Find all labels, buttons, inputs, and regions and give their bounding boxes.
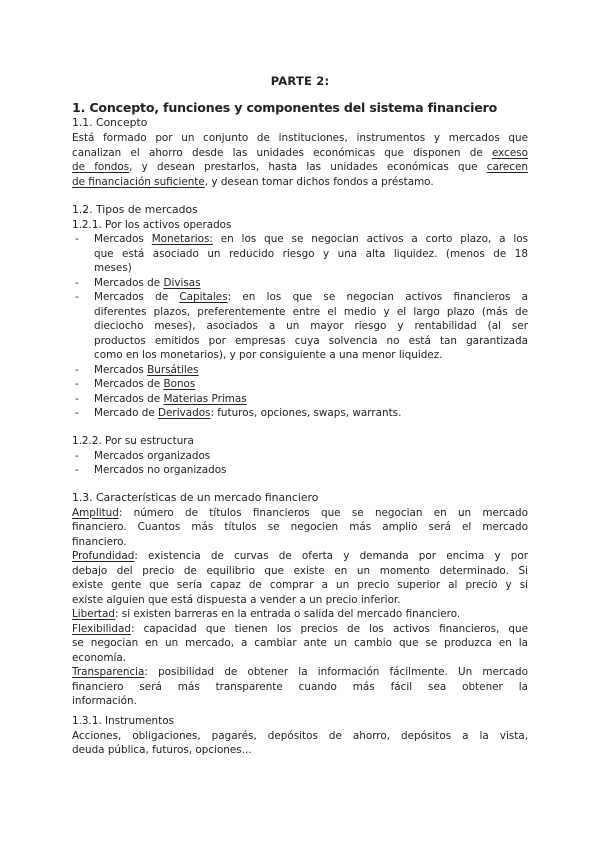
transparencia-line-3: información. — [72, 695, 137, 707]
bullet-dash: - — [75, 392, 79, 405]
item-organizados: Mercados organizados — [94, 449, 211, 462]
bullet-dash: - — [75, 407, 79, 419]
item-no-organizados: Mercados no organizados — [94, 464, 227, 476]
underlined-term: carecen — [486, 161, 528, 173]
underlined-term: de fondos — [72, 161, 130, 173]
item-capitales-line-4: productos emitidos por empresas cuya solvencia no está tan garantizada — [94, 334, 528, 347]
transparencia-line-1: Transparencia: posibilidad de obtener la información fácilmente. Un mercado — [72, 666, 528, 678]
bullet-dash: - — [75, 233, 79, 245]
section-heading-1-3: 1.3. Características de un mercado financiero — [72, 491, 319, 504]
bullet-dash: - — [75, 291, 79, 303]
item-derivados: Mercado de Derivados: futuros, opciones, swaps, warrants. — [94, 407, 402, 419]
bullet-dash: - — [75, 449, 79, 462]
underlined-term: de financiación suficiente — [72, 175, 205, 188]
libertad-line-1: Libertad: si existen barreras en la entrada o salida del mercado financiero. — [72, 608, 461, 620]
item-capitales-line-5: como en los monetarios), y por consiguiente a una menor liquidez. — [94, 349, 443, 361]
subheading-activos: 1.2.1. Por los activos operados — [72, 218, 232, 231]
amplitud-line-1: Amplitud: número de títulos financieros que se negocian en un mercado — [72, 506, 528, 519]
item-bursatiles: Mercados Bursátiles — [94, 363, 199, 376]
profundidad-line-1: Profundidad: existencia de curvas de oferta y demanda por encima y por — [72, 550, 528, 562]
item-capitales: Mercados de Capitales: en los que se negocian activos financieros a — [94, 291, 528, 303]
transparencia-line-2: financiero será más transparente cuando más fácil sea obtener la — [72, 680, 528, 693]
subheading-concepto: 1.1. Concepto — [72, 116, 148, 129]
bullet-dash: - — [75, 363, 79, 376]
flexibilidad-line-1: Flexibilidad: capacidad que tienen los precios de los activos financieros, que — [72, 622, 528, 635]
concepto-line-4: de financiación suficiente, y desean tomar dichos fondos a préstamo. — [72, 175, 434, 188]
item-divisas: Mercados de Divisas — [94, 276, 201, 289]
item-capitales-line-3: dieciocho meses), asociados a un mayor riesgo y rentabilidad (al ser — [94, 320, 528, 332]
subheading-estructura: 1.2.2. Por su estructura — [72, 435, 194, 447]
item-monetarios: Mercados Monetarios: en los que se negocian activos a corto plazo, a los — [94, 233, 528, 245]
amplitud-line-3: financiero. — [72, 535, 127, 548]
item-bonos: Mercados de Bonos — [94, 378, 196, 390]
instrumentos-line-1: Acciones, obligaciones, pagarés, depósitos de ahorro, depósitos a la vista, — [72, 729, 528, 742]
profundidad-line-3: existe gente que sería capaz de comprar a un precio superior al precio y si — [72, 579, 528, 591]
item-monetarios-line-3: meses) — [94, 262, 132, 274]
page-title: PARTE 2: — [270, 74, 330, 88]
subheading-instrumentos: 1.3.1. Instrumentos — [72, 715, 174, 727]
item-monetarios-line-2: que está asociado un reducido riesgo y una alta liquidez. (menos de 18 — [94, 247, 528, 260]
item-capitales-line-2: diferentes plazos, preferentemente entre el medio y el largo plazo (más de — [94, 305, 528, 318]
amplitud-line-2: financiero. Cuantos más títulos se negocien más amplio será el mercado — [72, 521, 528, 533]
instrumentos-line-2: deuda pública, futuros, opciones... — [72, 744, 252, 756]
section-heading-1-2: 1.2. Tipos de mercados — [72, 203, 198, 216]
concepto-line-2: canalizan el ahorro desde las unidades económicas que disponen de exceso — [72, 146, 528, 159]
bullet-dash: - — [75, 276, 79, 289]
concepto-line-3: de fondos, y desean prestarlos, hasta las unidades económicas que carecen — [72, 161, 528, 173]
underlined-term: exceso — [491, 146, 528, 159]
item-materias-primas: Mercados de Materias Primas — [94, 392, 247, 405]
concepto-line-1: Está formado por un conjunto de instituciones, instrumentos y mercados que — [72, 132, 528, 144]
profundidad-line-2: debajo del precio de equilibrio que existe en un momento determinado. Si — [72, 564, 528, 577]
bullet-dash: - — [75, 378, 79, 390]
profundidad-line-4: existe alguien que está dispuesta a vender a un precio inferior. — [72, 593, 401, 606]
flexibilidad-line-3: economía. — [72, 651, 127, 664]
flexibilidad-line-2: se negocian en un mercado, a cambiar ante un cambio que se produzca en la — [72, 637, 528, 649]
section-heading-1: 1. Concepto, funciones y componentes del sistema financiero — [72, 100, 498, 115]
bullet-dash: - — [75, 464, 79, 476]
